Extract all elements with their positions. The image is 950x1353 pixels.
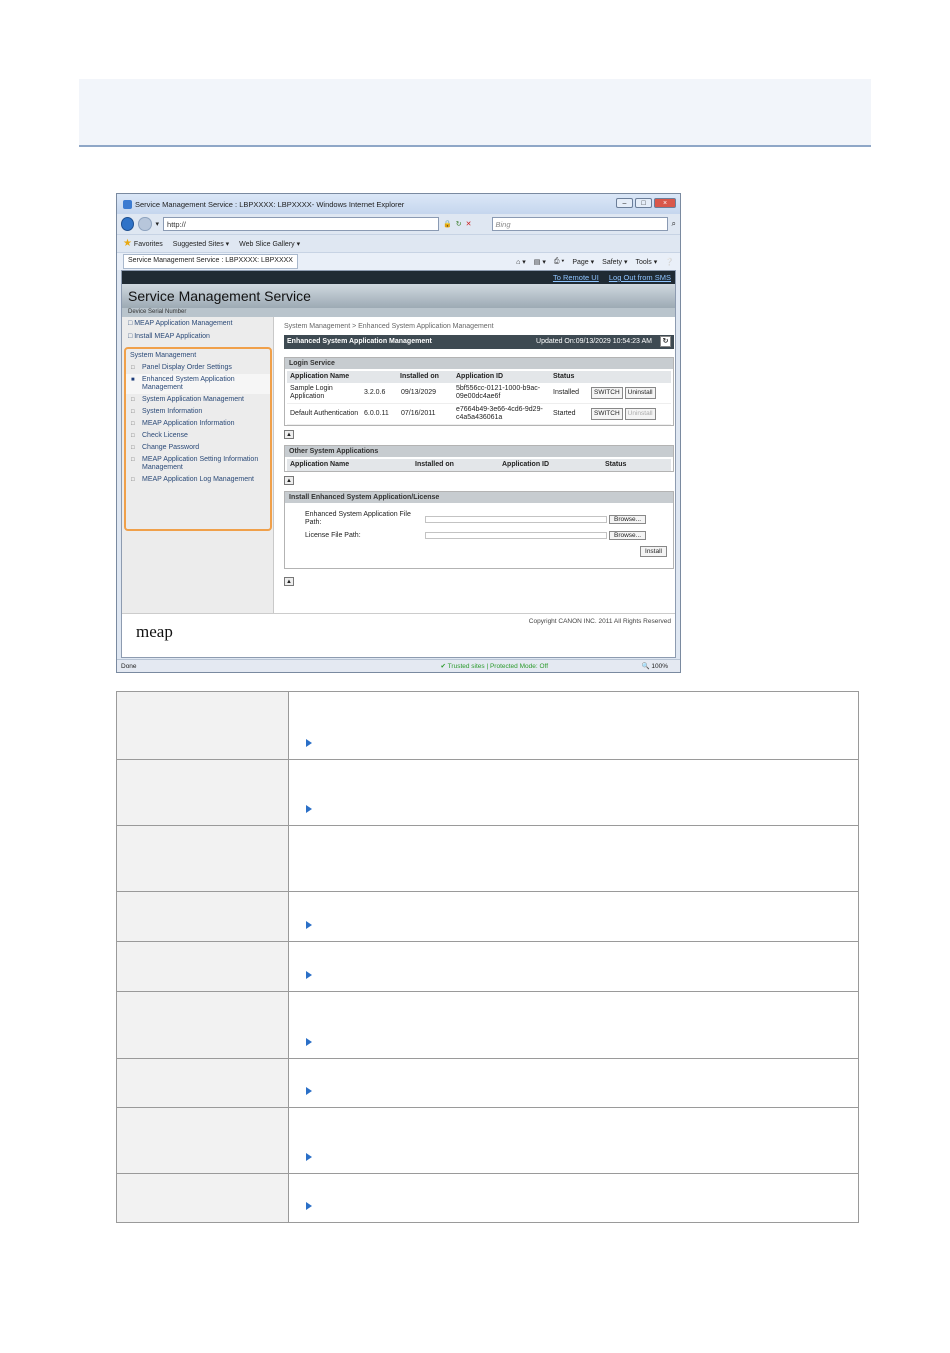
table-row [117, 1174, 859, 1223]
switch-button[interactable]: SWITCH [591, 387, 623, 399]
install-button[interactable]: Install [640, 546, 667, 557]
table-row [117, 942, 859, 992]
table-row [117, 760, 859, 826]
browse-license-button[interactable]: Browse... [609, 531, 646, 540]
installed-date: 07/16/2011 [401, 410, 436, 417]
web-slice-gallery-link[interactable]: Web Slice Gallery ▾ [239, 240, 301, 248]
to-remote-ui-link[interactable]: To Remote UI [552, 273, 599, 282]
app-path-label: Enhanced System Application File Path: [305, 511, 411, 526]
web-page [121, 270, 676, 658]
license-path-label: License File Path: [305, 532, 361, 539]
browser-tab[interactable]: Service Management Service : LBPXXXX: LBPXXXX [123, 254, 298, 269]
column-header: Status [605, 461, 627, 468]
description-table [116, 691, 859, 1223]
arrow-icon[interactable] [306, 1153, 314, 1162]
license-path-row [305, 530, 673, 541]
app-path-row [305, 511, 673, 527]
logo-text: meap [136, 622, 173, 641]
nav-meap-log-management[interactable]: □ MEAP Application Log Management [126, 474, 270, 486]
status-bar [117, 659, 681, 672]
tab-bar [117, 252, 680, 270]
install-panel [284, 491, 674, 569]
table-header [287, 371, 671, 383]
history-dropdown-icon[interactable]: ▾ [155, 221, 160, 228]
column-header: Application Name [290, 461, 350, 468]
browser-window [116, 193, 681, 673]
refresh-icon[interactable]: ↻ [455, 221, 462, 228]
table-row [117, 692, 859, 760]
nav-system-information[interactable]: □ System Information [126, 406, 270, 418]
page-heading-bar [284, 335, 674, 349]
copyright: Copyright CANON INC. 2011 All Rights Reserved [528, 618, 671, 625]
arrow-icon[interactable] [306, 739, 314, 748]
app-name: Sample Login Application [290, 385, 333, 400]
main-content [284, 317, 674, 613]
star-icon: ★ [123, 238, 132, 249]
log-out-link[interactable]: Log Out from SMS [608, 273, 671, 282]
browse-app-button[interactable]: Browse... [609, 515, 646, 524]
arrow-icon[interactable] [306, 1202, 314, 1211]
table-row [117, 1059, 859, 1108]
security-zone: ✔ Trusted sites | Protected Mode: Off [440, 663, 548, 670]
search-input[interactable] [492, 217, 668, 231]
ie-icon [123, 200, 132, 209]
page-header-band [79, 79, 871, 147]
top-link-strip [122, 271, 675, 284]
app-status: Started [553, 410, 576, 417]
panel-title: Install Enhanced System Application/License [285, 492, 673, 503]
other-system-apps-panel [284, 445, 674, 472]
login-service-panel [284, 357, 674, 426]
arrow-icon[interactable] [306, 1038, 314, 1047]
arrow-icon[interactable] [306, 971, 314, 980]
collapse-icon[interactable]: ▲ [284, 476, 294, 485]
page-menu[interactable]: Page ▾ [572, 258, 595, 266]
close-button[interactable]: × [654, 198, 676, 208]
nav-meap-setting-info[interactable]: □ MEAP Application Setting Information Management [126, 454, 270, 474]
table-row [117, 1108, 859, 1174]
app-version: 3.2.0.6 [364, 389, 386, 396]
uninstall-button[interactable]: Uninstall [625, 387, 656, 399]
url-text: http:// [167, 219, 186, 229]
collapse-icon[interactable]: ▲ [284, 430, 294, 439]
nav-check-license[interactable]: □ Check License [126, 430, 270, 442]
nav-panel-display-order[interactable]: □ Panel Display Order Settings [126, 362, 270, 374]
tools-menu[interactable]: Tools ▾ [635, 258, 658, 266]
nav-label: Install MEAP Application [134, 333, 210, 340]
back-icon[interactable] [121, 217, 134, 231]
minimize-button[interactable]: – [616, 198, 633, 208]
app-path-input[interactable] [425, 516, 607, 523]
table-row [287, 404, 671, 425]
refresh-page-icon[interactable]: ↻ [660, 336, 671, 347]
app-version: 6.0.0.11 [364, 410, 389, 417]
nav-system-management[interactable]: System Management [130, 352, 197, 359]
window-title: Service Management Service : LBPXXXX: LBPXXXX- Windows Internet Explorer [135, 199, 405, 209]
column-header: Installed on [400, 373, 439, 380]
table-header [287, 459, 671, 471]
column-header: Installed on [415, 461, 454, 468]
feeds-icon[interactable]: ▤ ▾ [533, 258, 546, 266]
arrow-icon[interactable] [306, 921, 314, 930]
maximize-button[interactable]: □ [635, 198, 652, 208]
table-row [287, 383, 671, 404]
search-icon[interactable]: ⌕ [671, 219, 676, 228]
nav-install-meap[interactable]: □ Install MEAP Application [128, 333, 210, 340]
home-icon[interactable]: ⌂ ▾ [516, 258, 526, 266]
app-name: Default Authentication [290, 410, 359, 417]
breadcrumb: System Management > Enhanced System Application Management [284, 323, 494, 330]
address-bar [117, 214, 680, 234]
nav-system-app-management[interactable]: □ System Application Management [126, 394, 270, 406]
app-title: Service Management Service [122, 284, 675, 308]
help-icon[interactable]: ❔ [665, 258, 674, 266]
app-id: e7664b49-3e66-4cd6-9d29-c4a5a436061a [456, 406, 543, 421]
suggested-sites-link[interactable]: Suggested Sites ▾ [172, 240, 230, 248]
forward-icon[interactable] [138, 217, 151, 231]
updated-timestamp: Updated On:09/13/2029 10:54:23 AM [536, 338, 652, 345]
panel-title: Login Service [285, 358, 673, 369]
table-row [117, 892, 859, 942]
favorites-label: Favorites [133, 241, 163, 248]
column-header: Application ID [456, 373, 504, 380]
nav-meap-app-management[interactable]: □ MEAP Application Management [128, 320, 233, 327]
app-id: 5bf556cc-0121-1000-b9ac-09e00dc4ae6f [456, 385, 541, 400]
app-status: Installed [553, 389, 580, 396]
installed-date: 09/13/2029 [401, 389, 437, 396]
page-heading: Enhanced System Application Management [287, 338, 432, 345]
footer [122, 613, 675, 643]
nav-meap-app-information[interactable]: □ MEAP Application Information [126, 418, 270, 430]
device-serial-label: Device Serial Number [122, 308, 675, 317]
lock-icon[interactable]: 🔒 [443, 221, 452, 228]
safety-menu[interactable]: Safety ▾ [602, 258, 628, 266]
favorites-button[interactable] [123, 238, 163, 249]
column-header: Status [553, 373, 575, 380]
search-placeholder: Bing [495, 219, 511, 229]
switch-button[interactable]: SWITCH [591, 408, 623, 420]
table-row [117, 826, 859, 892]
nav-label: MEAP Application Management [134, 320, 233, 327]
column-header: Application Name [290, 373, 350, 380]
system-management-highlight [124, 347, 272, 531]
column-header: Application ID [502, 461, 550, 468]
nav-enhanced-system-app[interactable]: ■ Enhanced System Application Management [126, 374, 270, 394]
uninstall-button-disabled: Uninstall [625, 408, 656, 420]
panel-title: Other System Applications [285, 446, 673, 457]
favorites-bar [117, 234, 680, 252]
title-bar [117, 194, 680, 214]
table-row [117, 992, 859, 1059]
url-input[interactable] [163, 217, 439, 231]
left-nav [122, 317, 274, 613]
zoom-level[interactable]: 🔍 100% [641, 663, 668, 670]
meap-logo [136, 622, 173, 642]
stop-icon[interactable]: ✕ [465, 221, 472, 228]
command-bar [516, 258, 674, 266]
nav-change-password[interactable]: □ Change Password [126, 442, 270, 454]
arrow-icon[interactable] [306, 805, 314, 814]
license-path-input[interactable] [425, 532, 607, 539]
window-controls [616, 198, 676, 208]
print-icon[interactable]: ⎙ ▾ [553, 257, 565, 265]
collapse-icon[interactable]: ▲ [284, 577, 294, 586]
status-text: Done [121, 662, 137, 670]
arrow-icon[interactable] [306, 1087, 314, 1096]
